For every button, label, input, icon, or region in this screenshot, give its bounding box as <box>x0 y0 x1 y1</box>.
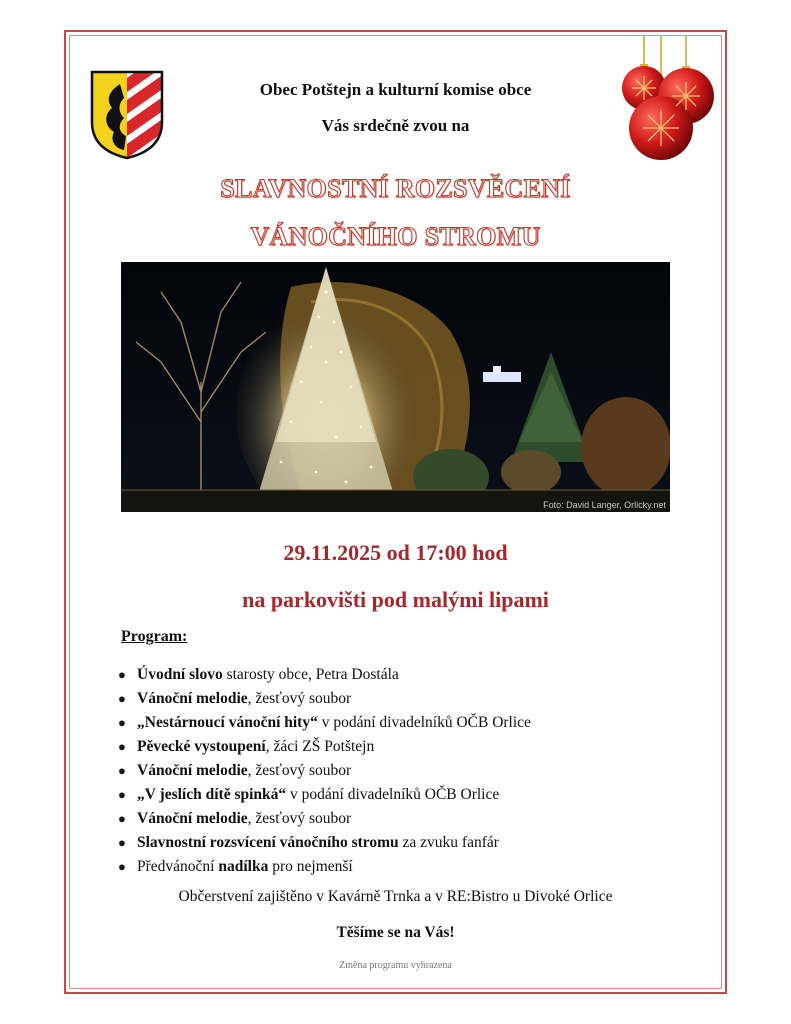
photo-credit: Foto: David Langer, Orlicky.net <box>543 500 666 510</box>
title-line-2: VÁNOČNÍHO STROMU <box>250 222 541 251</box>
disclaimer-note: Změna programu vyhrazena <box>339 960 452 971</box>
refreshments-text: Občerstvení zajištěno v Kavárně Trnka a v RE:Bistro u Divoké Orlice <box>178 888 613 905</box>
program-heading: Program: <box>121 628 188 645</box>
program-item: ● „V jeslích dítě spinká“ v podání divadelníků OČB Orlice <box>118 786 500 803</box>
program-item: ● Pěvecké vystoupení, žáci ZŠ Potštejn <box>118 738 375 755</box>
program-list <box>116 664 531 880</box>
bullet-icon: ● <box>118 691 126 706</box>
program-item: ● Slavnostní rozsvícení vánočního stromu za zvuku fanfár <box>118 834 499 851</box>
bullet-icon: ● <box>118 859 126 874</box>
bullet-icon: ● <box>118 835 126 850</box>
program-item: ● „Nestárnoucí vánoční hity“ v podání divadelníků OČB Orlice <box>118 714 531 731</box>
program-item: ● Vánoční melodie, žesťový soubor <box>118 810 352 827</box>
invite-text: Vás srdečně zvou na <box>321 116 470 135</box>
event-place: na parkovišti pod malými lipami <box>242 587 549 612</box>
christmas-tree-photo <box>121 262 670 512</box>
bullet-icon: ● <box>118 667 126 682</box>
program-item: ● Úvodní slovo starosty obce, Petra Dostála <box>118 666 399 683</box>
event-datetime: 29.11.2025 od 17:00 hod <box>283 540 508 565</box>
bullet-icon: ● <box>118 811 126 826</box>
program-item: ● Vánoční melodie, žesťový soubor <box>118 690 352 707</box>
bullet-icon: ● <box>118 739 126 754</box>
bullet-icon: ● <box>118 787 126 802</box>
christmas-ornaments-icon <box>614 36 718 164</box>
organizer-text: Obec Potštejn a kulturní komise obce <box>259 80 532 99</box>
program-item: ● Předvánoční nadílka pro nejmenší <box>118 858 353 875</box>
program-item: ● Vánoční melodie, žesťový soubor <box>118 762 352 779</box>
bullet-icon: ● <box>118 715 126 730</box>
title-line-1: SLAVNOSTNÍ ROZSVĚCENÍ <box>220 174 571 203</box>
bullet-icon: ● <box>118 763 126 778</box>
closing-text: Těšíme se na Vás! <box>336 924 455 941</box>
